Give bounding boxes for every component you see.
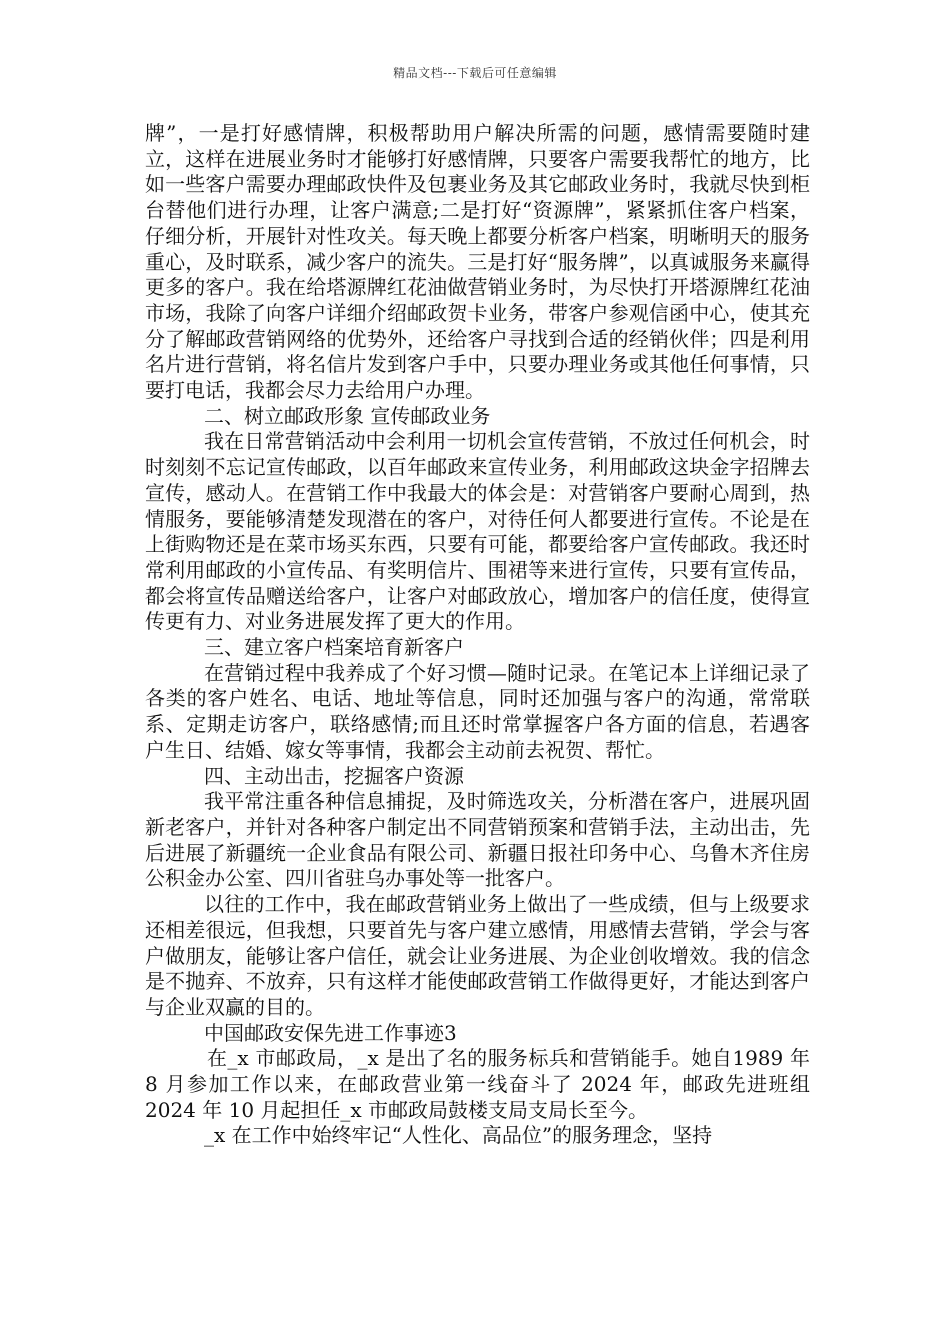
section-heading: 中国邮政安保先进工作事迹3 xyxy=(204,1020,457,1045)
section-heading: 四、主动出击，挖掘客户资源 xyxy=(204,763,464,788)
paragraph: 在营销过程中我养成了个好习惯—随时记录。在笔记本上详细记录了各类的客户姓名、电话、地址等信息，同时还加强与客户的沟通，常常联系、定期走访客户，联络感情;而且还时常掌握客户各方面的信息，若遇客户生日、结婚、嫁女等事情，我都会主动前去祝贺、帮忙。 xyxy=(145,660,810,762)
paragraph: 我平常注重各种信息捕捉，及时筛选攻关，分析潜在客户，进展巩固新老客户，并针对各种客户制定出不同营销预案和营销手法，主动出击，先后进展了新疆统一企业食品有限公司、新疆日报社印务中心、乌鲁木齐住房公积金办公室、四川省驻乌办事处等一批客户。 xyxy=(145,789,810,891)
paragraph: _x 在工作中始终牢记“人性化、高品位”的服务理念，坚持 xyxy=(204,1123,713,1148)
section-heading: 三、建立客户档案培育新客户 xyxy=(204,635,464,660)
paragraph: 以往的工作中，我在邮政营销业务上做出了一些成绩，但与上级要求还相差很远，但我想，只要首先与客户建立感情，用感情去营销，学会与客户做朋友，能够让客户信任，就会让业务进展、为企业创收增效。我的信念是不抛弃、不放弃，只有这样才能使邮政营销工作做得更好，才能达到客户与企业双赢的目的。 xyxy=(145,892,810,1019)
paragraph: 在_x 市邮政局，_x 是出了名的服务标兵和营销能手。她自1989 年 8 月参加工作以来，在邮政营业第一线奋斗了 2024 年，邮政先进班组 2024 年 10 月起担任_x 市邮政局鼓楼支局支局长至今。 xyxy=(145,1046,810,1122)
paragraph: 牌”，一是打好感情牌，积极帮助用户解决所需的问题，感情需要随时建立，这样在进展业务时才能够打好感情牌，只要客户需要我帮忙的地方，比如一些客户需要办理邮政快件及包裹业务及其它邮政业务时，我就尽快到柜台替他们进行办理，让客户满意;二是打好“资源牌”，紧紧抓住客户档案，仔细分析，开展针对性攻关。每天晚上都要分析客户档案，明晰明天的服务重心，及时联系，减少客户的流失。三是打好“服务牌”，以真诚服务来赢得更多的客户。我在给塔源牌红花油做营销业务时，为尽快打开塔源牌红花油市场，我除了向客户详细介绍邮政贺卡业务，带客户参观信函中心，使其充分了解邮政营销网络的优势外，还给客户寻找到合适的经销伙伴；四是利用名片进行营销，将名信片发到客户手中，只要办理业务或其他任何事情，只要打电话，我都会尽力去给用户办理。 xyxy=(145,121,810,403)
section-heading: 二、树立邮政形象 宣传邮政业务 xyxy=(204,403,491,428)
document-body xyxy=(145,121,810,1149)
page-header: 精品文档---下载后可任意编辑 xyxy=(393,66,557,80)
paragraph: 我在日常营销活动中会利用一切机会宣传营销，不放过任何机会，时时刻刻不忘记宣传邮政，以百年邮政来宣传业务，利用邮政这块金字招牌去宣传，感动人。在营销工作中我最大的体会是：对营销客户要耐心周到，热情服务，要能够清楚发现潜在的客户，对待任何人都要进行宣传。不论是在上街购物还是在菜市场买东西，只要有可能，都要给客户宣传邮政。我还时常利用邮政的小宣传品、有奖明信片、围裙等来进行宣传，只要有宣传品，都会将宣传品赠送给客户，让客户对邮政放心，增加客户的信任度，使得宣传更有力、对业务进展发挥了更大的作用。 xyxy=(145,429,810,634)
